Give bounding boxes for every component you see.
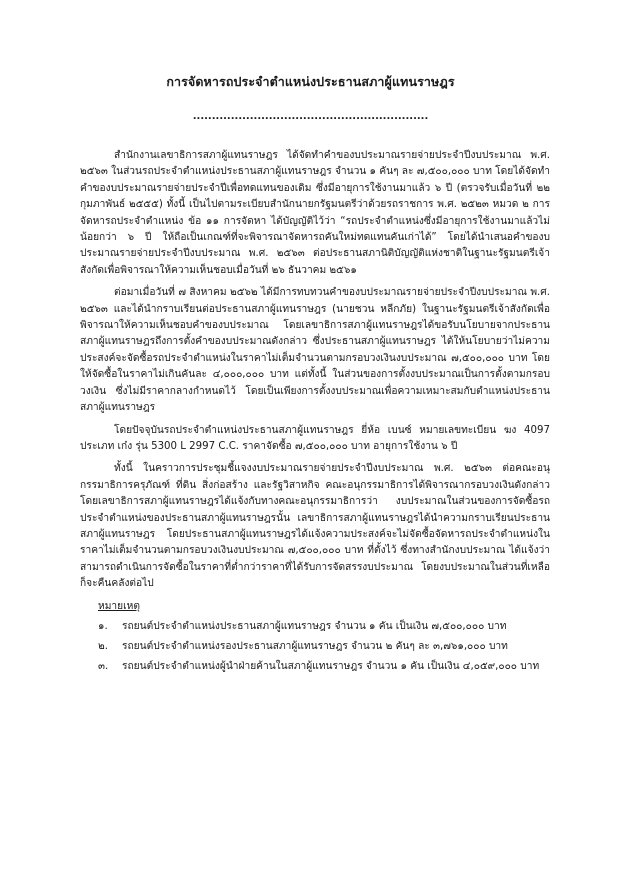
paragraph-2: ต่อมาเมื่อวันที่ ๗ สิงหาคม ๒๕๖๒ ได้มีการทบทวนคำของบประมาณรายจ่ายประจำปีงบประมาณ พ.ศ. ๒๕๖๓ และได้นำกราบเรียนต่อประธานสภาผู้แทนราษฎร (นายชวน หลีกภัย) ในฐานะรัฐมนตรีเจ้าสังกัดเพื่อพิจารณาให้ความเห็นชอบคำของบประมาณ โดยเลขาธิการสภาผู้แทนราษฎรได้ขอรับนโยบายจากประธานสภาผู้แทนราษฎรถึงการตั้งคำของบประมาณดังกล่าว ซึ่งประธานสภาผู้แทนราษฎร ได้ให้นโยบายว่าไม่ความประสงค์จะจัดซื้อรถประจำตำแหน่งในราคาไม่เต็มจำนวนตามกรอบวงเงินงบประมาณ ๗,๕๐๐,๐๐๐ บาท โดยให้จัดซื้อในราคาไม่เกินคันละ ๔,๐๐๐,๐๐๐ บาท แต่ทั้งนี้ ในส่วนของการตั้งงบประมาณเป็นการตั้งตามกรอบวงเงิน ซึ่งไม่มีราคากลางกำหนดไว้ โดยเป็นเพียงการตั้งงบประมาณเพื่อความเหมาะสมกับตำแหน่งประธานสภาผู้แทนราษฎร	[80, 287, 550, 414]
note-text: รถยนต์ประจำตำแหน่งรองประธานสภาผู้แทนราษฎร จำนวน ๒ คันๆ ละ ๓,๗๖๑,๐๐๐ บาท	[122, 640, 508, 652]
note-number: ๓.	[98, 660, 109, 672]
note-item	[98, 659, 550, 675]
note-number: ๑.	[98, 620, 108, 632]
note-item	[98, 619, 550, 635]
notes-heading: หมายเหตุ	[98, 600, 140, 612]
document-body	[80, 148, 550, 675]
paragraph-3: โดยปัจจุบันรถประจำตำแหน่งประธานสภาผู้แทนราษฎร ยี่ห้อ เบนซ์ หมายเลขทะเบียน ฆง 4097 ประเภท เก๋ง รุ่น 5300 L 2997 C.C. ราคาจัดซื้อ ๗,๕๐๐,๐๐๐ บาท อายุการใช้งาน ๖ ปี	[80, 424, 550, 452]
paragraph-4: ทั้งนี้ ในคราวการประชุมชี้แจงงบประมาณรายจ่ายประจำปีงบประมาณ พ.ศ. ๒๕๖๓ ต่อคณะอนุกรรมาธิการครุภัณฑ์ ที่ดิน สิ่งก่อสร้าง และรัฐวิสาหกิจ คณะอนุกรรมาธิการได้พิจารณากรอบวงเงินดังกล่าว โดยเลขาธิการสภาผู้แทนราษฎรได้แจ้งกับทางคณะอนุกรรมาธิการว่า งบประมาณในส่วนของการจัดซื้อรถประจำตำแหน่งของประธานสภาผู้แทนราษฎรนั้น เลขาธิการสภาผู้แทนราษฎรได้นำความกราบเรียนประธานสภาผู้แทนราษฎร โดยประธานสภาผู้แทนราษฎรได้แจ้งความประสงค์จะไม่จัดซื้อจัดหารถประจำตำแหน่งในราคาไม่เต็มจำนวนตามกรอบวงเงินงบประมาณ ๗,๕๐๐,๐๐๐ บาท ที่ตั้งไว้ ซึ่งทางสำนักงบประมาณ ได้แจ้งว่าสามารถดำเนินการจัดซื้อในราคาที่ต่ำกว่าราคาที่ได้รับการจัดสรรงบประมาณ โดยงบประมาณในส่วนที่เหลือก็จะคืนคลังต่อไป	[80, 463, 550, 590]
note-item	[98, 639, 550, 655]
paragraph-1: สำนักงานเลขาธิการสภาผู้แทนราษฎร ได้จัดทำคำของบประมาณรายจ่ายประจำปีงบประมาณ พ.ศ. ๒๕๖๓ ในส่วนรถประจำตำแหน่งประธานสภาผู้แทนราษฎร จำนวน ๑ คันๆ ละ ๗,๕๐๐,๐๐๐ บาท โดยได้จัดทำคำของบประมาณรายจ่ายประจำปีเพื่อทดแทนของเดิม ซึ่งมีอายุการใช้งานมาแล้ว ๖ ปี (ตรวจรับเมื่อวันที่ ๒๒ กุมภาพันธ์ ๒๕๕๕) ทั้งนี้ เป็นไปตามระเบียบสำนักนายกรัฐมนตรีว่าด้วยรถราชการ พ.ศ. ๒๕๒๓ หมวด ๒ การจัดหารถประจำตำแหน่ง ข้อ ๑๑ การจัดหา ได้บัญญัติไว้ว่า “รถประจำตำแหน่งซึ่งมีอายุการใช้งานมาแล้วไม่น้อยกว่า ๖ ปี ให้ถือเป็นเกณฑ์ที่จะพิจารณาจัดหารถคันใหม่ทดแทนคันเก่าได้” โดยได้นำเสนอคำของบประมาณรายจ่ายประจำปีงบประมาณ พ.ศ. ๒๕๖๓ ต่อประธานสภานิติบัญญัติแห่งชาติในฐานะรัฐมนตรีเจ้าสังกัดเพื่อพิจารณาให้ความเห็นชอบเมื่อวันที่ ๒๖ ธันวาคม ๒๕๖๑	[80, 150, 550, 276]
title-separator: ..............................................................	[192, 111, 429, 122]
document-title: การจัดหารถประจำตำแหน่งประธานสภาผู้แทนราษฎร	[166, 74, 455, 89]
note-number: ๒.	[98, 640, 108, 652]
note-text: รถยนต์ประจำตำแหน่งผู้นำฝ่ายค้านในสภาผู้แทนราษฎร จำนวน ๑ คัน เป็นเงิน ๔,๐๕๙,๐๐๐ บาท	[122, 660, 540, 672]
note-text: รถยนต์ประจำตำแหน่งประธานสภาผู้แทนราษฎร จำนวน ๑ คัน เป็นเงิน ๗,๕๐๐,๐๐๐ บาท	[122, 620, 507, 632]
